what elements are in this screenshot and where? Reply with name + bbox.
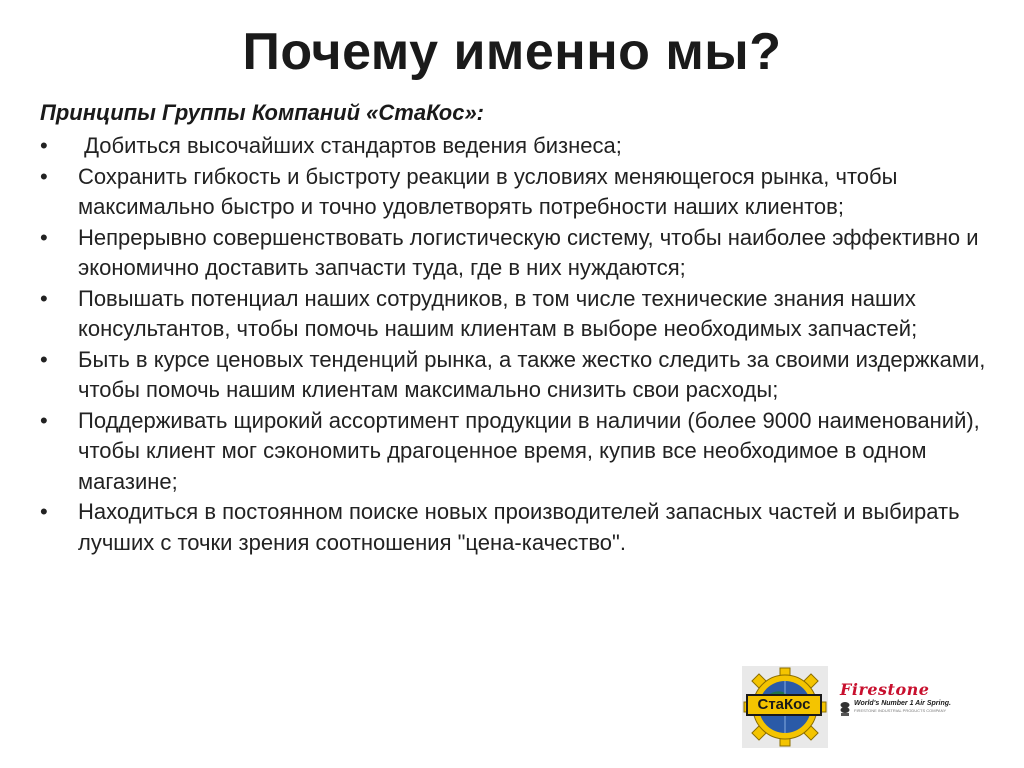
bullet: • [40, 133, 48, 158]
air-spring-icon [840, 701, 850, 717]
list-item [38, 497, 998, 558]
bullet: • [40, 285, 48, 311]
list-item [38, 131, 998, 162]
list-item-text: Находиться в постоянном поиске новых производителей запасных частей и выбирать лучших с точки зрения соотношения "цена-качество". [78, 499, 960, 555]
list-item-text: Непрерывно совершенствовать логистическую систему, чтобы наиболее эффективно и экономично доставить запчасти туда, где в них нуждаются; [78, 224, 979, 280]
firestone-brand: Firestone [840, 680, 930, 699]
list-item-text: Быть в курсе ценовых тенденций рынка, а также жестко следить за своими издержками, чтобы помочь нашим клиентам максимально снизить свои расходы; [78, 346, 986, 402]
stakos-wordmark: СтаКос [746, 694, 822, 716]
list-item [38, 406, 998, 498]
slide-subtitle: Принципы Группы Компаний «СтаКос»: [40, 100, 485, 125]
list-item-text: Повышать потенциал наших сотрудников, в том числе технические знания наших консультантов, чтобы помочь нашим клиентам в выборе необходимых запчастей; [78, 285, 918, 341]
list-item [38, 345, 998, 406]
bullet: • [40, 163, 48, 189]
list-item-text: Добиться высочайших стандартов ведения бизнеса; [78, 133, 622, 158]
logos-area [742, 666, 952, 750]
list-item [38, 284, 998, 345]
principles-list [38, 131, 998, 558]
stakos-logo [742, 666, 828, 748]
list-item-text: Поддерживать щирокий ассортимент продукции в наличии (более 9000 наименований), чтобы клиент мог сэкономить драгоценное время, купив все необходимое в одном магазине; [78, 407, 980, 494]
slide-title: Почему именно мы? [242, 23, 782, 81]
list-item [38, 223, 998, 284]
list-item [38, 162, 998, 223]
firestone-logo [840, 680, 952, 730]
bullet: • [40, 346, 48, 372]
firestone-footer: FIRESTONE INDUSTRIAL PRODUCTS COMPANY [854, 708, 947, 713]
list-item-text: Сохранить гибкость и быстроту реакции в условиях меняющегося рынка, чтобы максимально быстро и точно удовлетворять потребности наших клиентов; [78, 163, 898, 219]
bullet: • [40, 499, 48, 524]
firestone-tagline: World's Number 1 Air Spring. [854, 700, 951, 707]
bullet: • [40, 407, 48, 433]
bullet: • [40, 224, 48, 250]
